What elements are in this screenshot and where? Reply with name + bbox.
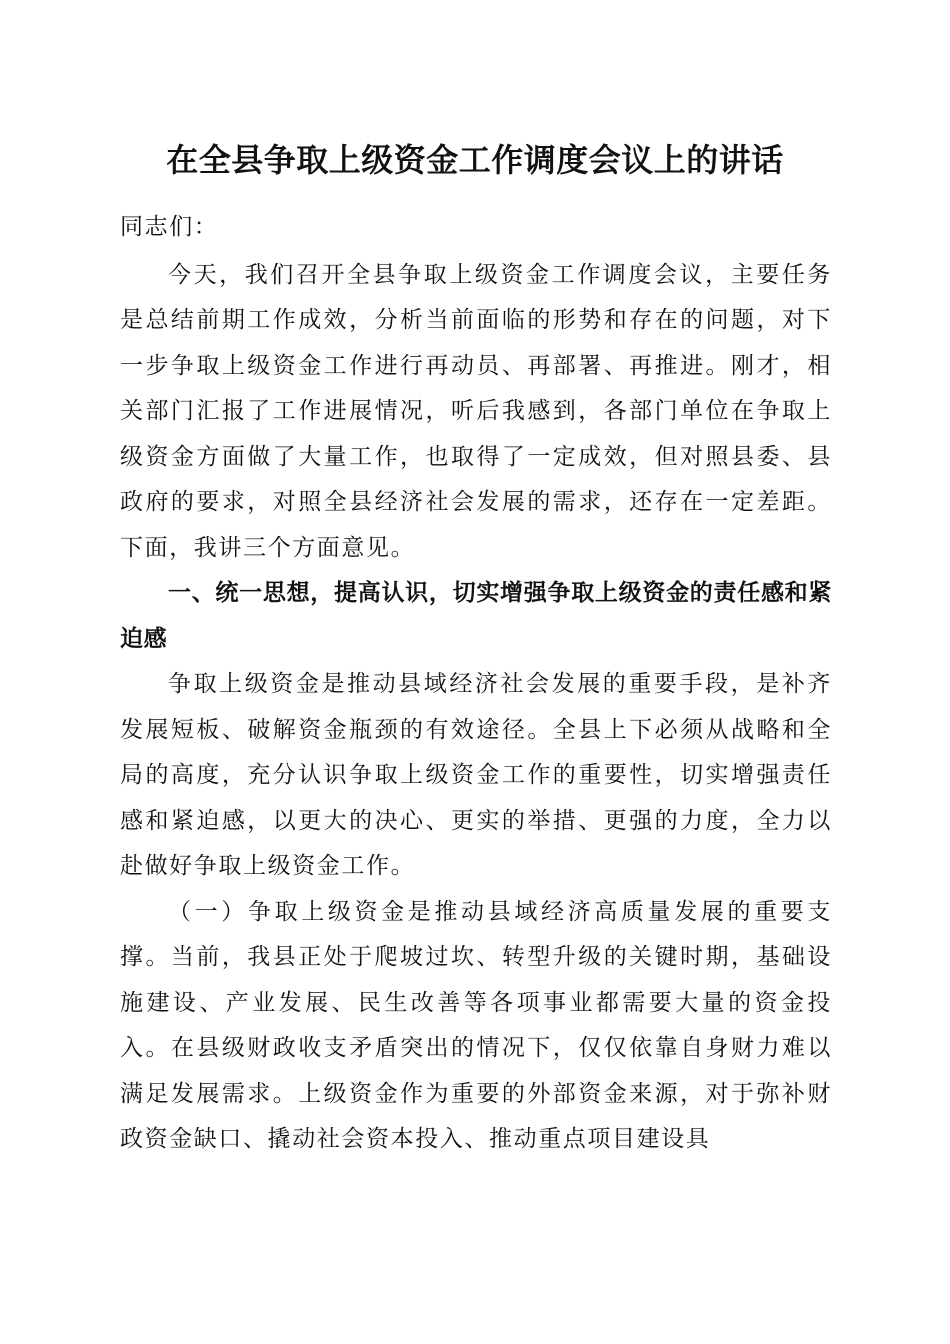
intro-paragraph: 今天，我们召开全县争取上级资金工作调度会议，主要任务是总结前期工作成效，分析当前面临的形势和存在的问题，对下一步争取上级资金工作进行再动员、再部署、再推进。刚才，相关部门汇报了工作进展情况，听后我感到，各部门单位在争取上级资金方面做了大量工作，也取得了一定成效，但对照县委、县政府的要求，对照全县经济社会发展的需求，还存在一定差距。下面，我讲三个方面意见。 bbox=[120, 261, 832, 561]
subsection-1-body: 当前，我县正处于爬坡过坎、转型升级的关键时期，基础设施建设、产业发展、民生改善等各项事业都需要大量的资金投入。在县级财政收支矛盾突出的情况下，仅仅依靠自身财力难以满足发展需求。上级资金作为重要的外部资金来源，对于弥补财政资金缺口、撬动社会资本投入、推动重点项目建设具 bbox=[120, 944, 832, 1152]
document-title: 在全县争取上级资金工作调度会议上的讲话 bbox=[166, 141, 784, 179]
section-heading-1: 一、统一思想，提高认识，切实增强争取上级资金的责任感和紧迫感 bbox=[120, 580, 832, 652]
salutation: 同志们： bbox=[120, 214, 219, 240]
section-1-paragraph: 争取上级资金是推动县域经济社会发展的重要手段，是补齐发展短板、破解资金瓶颈的有效途径。全县上下必须从战略和全局的高度，充分认识争取上级资金工作的重要性，切实增强责任感和紧迫感，以更大的决心、更实的举措、更强的力度，全力以赴做好争取上级资金工作。 bbox=[120, 671, 832, 879]
document-body bbox=[120, 205, 832, 1163]
subsection-1-lead: （一）争取上级资金是推动县域经济高质量发展的重要支撑。 bbox=[120, 898, 832, 970]
subsection-1-paragraph bbox=[120, 890, 832, 1163]
